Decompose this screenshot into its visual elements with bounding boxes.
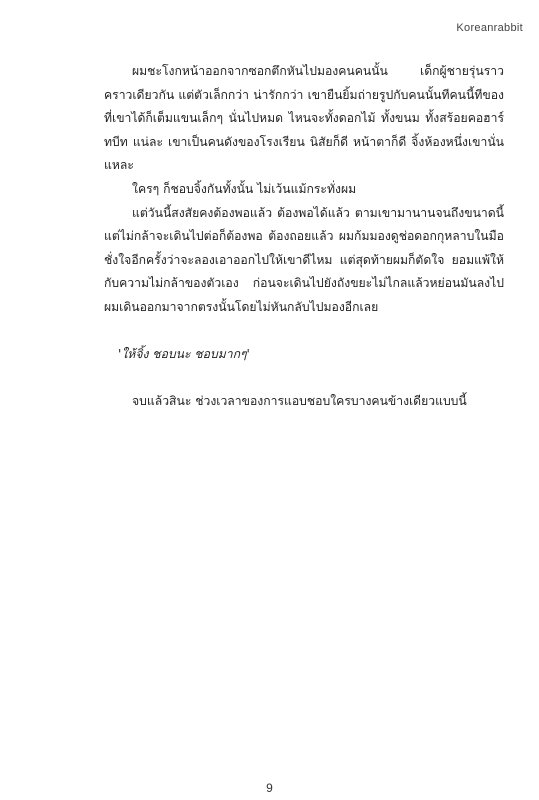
page-number: 9: [266, 781, 273, 795]
running-header-author: Koreanrabbit: [456, 22, 523, 34]
body-paragraph: ผมชะโงกหน้าออกจากซอกตึกหันไปมองคนคนนั้น เด็กผู้ชายรุ่นราวคราวเดียวกัน แต่ตัวเล็กกว่า น่ารักกว่า เขายืนยิ้มถ่ายรูปกับคนนั้นทีคนนี้ทีของที่เขาได้ก็เต็มแขนเล็กๆ นั่นไปหมด ไหนจะทั้งดอกไม้ ทั้งขนม ทั้งสร้อยคอฮาร์ทบีท แน่ละ เขาเป็นคนดังของโรงเรียน นิสัยก็ดี หน้าตาก็ดี จิ้งห้องหนึ่งเขานั่นแหละ: [104, 64, 504, 173]
paragraph-spacer: [104, 367, 504, 391]
body-paragraph: แต่วันนี้สงสัยคงต้องพอแล้ว ต้องพอได้แล้ว ตามเขามานานจนถึงขนาดนี้แต่ไม่กล้าจะเดินไปต่อก็ต้องพอ ต้องถอยแล้ว ผมก้มมองดูช่อดอกกุหลาบในมือชั่งใจอีกครั้งว่าจะลองเอาออกไปให้เขาดีไหม แต่สุดท้ายผมก็ตัดใจ ยอมแพ้ให้กับความไม่กล้าของตัวเอง ก่อนจะเดินไปยังถังขยะไม่ไกลแล้วหย่อนมันลงไป ผมเดินออกมาจากตรงนั้นโดยไม่หันกลับไปมองอีกเลย: [104, 205, 504, 314]
closing-line: จบแล้วสินะ ช่วงเวลาของการแอบชอบใครบางคนข้างเดียวแบบนี้: [132, 394, 467, 409]
paragraph-spacer: [104, 320, 504, 344]
page-body: [104, 60, 504, 414]
body-paragraph: ใครๆ ก็ชอบจิ้งกันทั้งนั้น ไม่เว้นแม้กระทั่งผม: [132, 181, 357, 196]
quoted-thought: 'ให้จิ้ง ชอบนะ ชอบมากๆ': [118, 347, 250, 362]
